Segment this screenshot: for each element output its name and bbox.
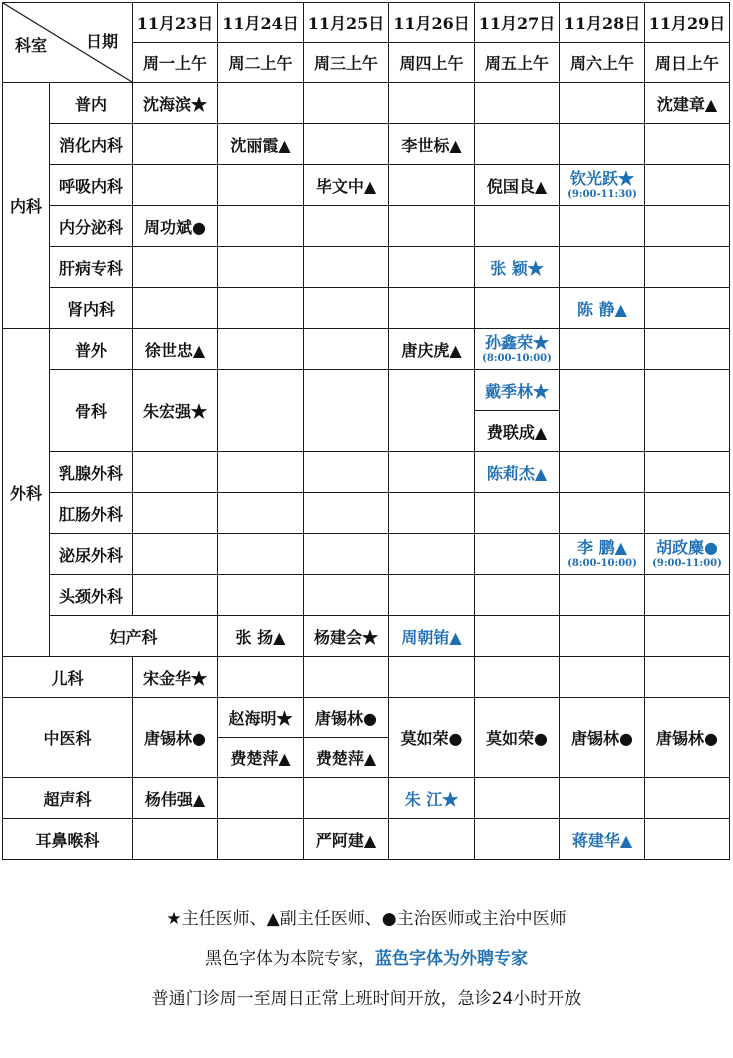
legend-font-colors xyxy=(0,944,733,969)
doctor-cell-external: 陈 静▲ xyxy=(560,288,645,329)
empty-cell xyxy=(218,329,304,370)
empty-cell xyxy=(218,288,304,329)
doctor-cell-external: 陈莉杰▲ xyxy=(475,452,560,493)
empty-cell xyxy=(645,288,730,329)
doctor-cell: 费楚萍▲ xyxy=(218,738,304,778)
dept-label: 肾内科 xyxy=(50,288,133,329)
table-row xyxy=(3,247,730,288)
empty-cell xyxy=(645,247,730,288)
day-cell: 周五上午 xyxy=(475,43,560,83)
empty-cell xyxy=(389,575,475,616)
dept-label: 肛肠外科 xyxy=(50,493,133,534)
empty-cell xyxy=(475,206,560,247)
empty-cell xyxy=(304,657,389,698)
empty-cell xyxy=(645,165,730,206)
dept-label: 耳鼻喉科 xyxy=(3,819,133,860)
group-surgery: 外科 xyxy=(3,329,50,657)
corner-room-label: 科室 xyxy=(15,36,48,55)
empty-cell xyxy=(304,124,389,165)
empty-cell xyxy=(560,83,645,124)
empty-cell xyxy=(218,493,304,534)
day-cell: 周一上午 xyxy=(133,43,218,83)
doctor-cell-external: 张 颖★ xyxy=(475,247,560,288)
empty-cell xyxy=(133,247,218,288)
table-row xyxy=(3,534,730,575)
doctor-cell-external xyxy=(560,534,645,575)
empty-cell xyxy=(645,124,730,165)
doctor-cell-external: 周朝铕▲ xyxy=(389,616,475,657)
doctor-cell: 费联成▲ xyxy=(475,411,560,452)
empty-cell xyxy=(389,452,475,493)
table-row xyxy=(3,493,730,534)
empty-cell xyxy=(475,616,560,657)
dept-label: 妇产科 xyxy=(50,616,218,657)
doctor-cell: 沈海滨★ xyxy=(133,83,218,124)
time-note: (9:00-11:30) xyxy=(567,189,637,200)
date-cell: 11月24日 xyxy=(218,3,304,43)
legend-blue-text: 蓝色字体为外聘专家 xyxy=(375,949,528,969)
empty-cell xyxy=(218,206,304,247)
doctor-cell-external: 戴季林★ xyxy=(475,370,560,411)
table-row xyxy=(3,819,730,860)
doctor-name: 钦光跃★ xyxy=(569,169,634,188)
empty-cell xyxy=(645,616,730,657)
doctor-cell-external xyxy=(475,329,560,370)
doctor-cell: 毕文中▲ xyxy=(304,165,389,206)
table-row xyxy=(3,83,730,124)
schedule-table xyxy=(2,2,730,860)
group-internal: 内科 xyxy=(3,83,50,329)
date-cell: 11月29日 xyxy=(645,3,730,43)
table-row xyxy=(3,575,730,616)
doctor-name: 李 鹏▲ xyxy=(577,538,627,557)
doctor-cell-external xyxy=(560,165,645,206)
doctor-cell: 赵海明★ xyxy=(218,698,304,738)
doctor-cell: 沈丽霞▲ xyxy=(218,124,304,165)
empty-cell xyxy=(645,452,730,493)
table-row xyxy=(3,165,730,206)
empty-cell xyxy=(475,534,560,575)
doctor-cell: 莫如荣● xyxy=(389,698,475,778)
doctor-cell: 李世标▲ xyxy=(389,124,475,165)
empty-cell xyxy=(133,288,218,329)
empty-cell xyxy=(218,778,304,819)
table-row xyxy=(3,124,730,165)
dept-label: 普外 xyxy=(50,329,133,370)
dept-label: 普内 xyxy=(50,83,133,124)
empty-cell xyxy=(389,657,475,698)
empty-cell xyxy=(475,819,560,860)
empty-cell xyxy=(560,329,645,370)
dept-label: 泌尿外科 xyxy=(50,534,133,575)
doctor-cell-external: 朱 江★ xyxy=(389,778,475,819)
date-cell: 11月27日 xyxy=(475,3,560,43)
legend-black-text: 黑色字体为本院专家， xyxy=(205,949,375,969)
empty-cell xyxy=(475,493,560,534)
empty-cell xyxy=(304,452,389,493)
time-note: (8:00-10:00) xyxy=(482,353,552,364)
empty-cell xyxy=(133,165,218,206)
doctor-cell: 沈建章▲ xyxy=(645,83,730,124)
empty-cell xyxy=(304,206,389,247)
doctor-cell: 费楚萍▲ xyxy=(304,738,389,778)
empty-cell xyxy=(645,206,730,247)
empty-cell xyxy=(560,493,645,534)
empty-cell xyxy=(645,493,730,534)
empty-cell xyxy=(560,247,645,288)
date-cell: 11月26日 xyxy=(389,3,475,43)
doctor-cell: 杨建会★ xyxy=(304,616,389,657)
doctor-cell: 唐锡林● xyxy=(645,698,730,778)
empty-cell xyxy=(645,575,730,616)
empty-cell xyxy=(304,534,389,575)
doctor-cell: 莫如荣● xyxy=(475,698,560,778)
empty-cell xyxy=(218,83,304,124)
empty-cell xyxy=(475,657,560,698)
doctor-name: 胡政麋● xyxy=(656,538,718,557)
empty-cell xyxy=(304,493,389,534)
doctor-cell: 杨伟强▲ xyxy=(133,778,218,819)
time-note: (8:00-10:00) xyxy=(567,558,637,569)
day-cell: 周六上午 xyxy=(560,43,645,83)
table-row xyxy=(3,616,730,657)
dept-label: 中医科 xyxy=(3,698,133,778)
empty-cell xyxy=(645,370,730,452)
empty-cell xyxy=(560,657,645,698)
empty-cell xyxy=(133,575,218,616)
empty-cell xyxy=(389,83,475,124)
empty-cell xyxy=(389,493,475,534)
empty-cell xyxy=(133,124,218,165)
table-row xyxy=(3,329,730,370)
table-row xyxy=(3,370,730,411)
date-cell: 11月23日 xyxy=(133,3,218,43)
doctor-cell: 唐锡林● xyxy=(133,698,218,778)
empty-cell xyxy=(218,165,304,206)
legend-hours: 普通门诊周一至周日正常上班时间开放，急诊24小时开放 xyxy=(151,989,582,1009)
empty-cell xyxy=(389,165,475,206)
empty-cell xyxy=(560,452,645,493)
doctor-cell: 朱宏强★ xyxy=(133,370,218,452)
empty-cell xyxy=(389,288,475,329)
day-cell: 周二上午 xyxy=(218,43,304,83)
empty-cell xyxy=(304,83,389,124)
empty-cell xyxy=(560,778,645,819)
empty-cell xyxy=(133,534,218,575)
empty-cell xyxy=(218,452,304,493)
doctor-cell: 张 扬▲ xyxy=(218,616,304,657)
header-date-row xyxy=(3,3,730,43)
dept-label: 乳腺外科 xyxy=(50,452,133,493)
doctor-name: 孙鑫荣★ xyxy=(484,333,549,352)
doctor-cell: 唐锡林● xyxy=(560,698,645,778)
doctor-cell: 徐世忠▲ xyxy=(133,329,218,370)
dept-label: 头颈外科 xyxy=(50,575,133,616)
empty-cell xyxy=(218,575,304,616)
dept-label: 超声科 xyxy=(3,778,133,819)
doctor-cell: 宋金华★ xyxy=(133,657,218,698)
empty-cell xyxy=(389,819,475,860)
day-cell: 周三上午 xyxy=(304,43,389,83)
empty-cell xyxy=(218,534,304,575)
table-row xyxy=(3,778,730,819)
empty-cell xyxy=(218,657,304,698)
empty-cell xyxy=(389,206,475,247)
doctor-cell: 唐锡林● xyxy=(304,698,389,738)
empty-cell xyxy=(475,575,560,616)
table-row xyxy=(3,657,730,698)
empty-cell xyxy=(475,778,560,819)
empty-cell xyxy=(304,329,389,370)
table-row xyxy=(3,288,730,329)
doctor-cell-external xyxy=(645,534,730,575)
empty-cell xyxy=(475,83,560,124)
doctor-cell-external: 蒋建华▲ xyxy=(560,819,645,860)
empty-cell xyxy=(475,124,560,165)
empty-cell xyxy=(133,452,218,493)
empty-cell xyxy=(218,247,304,288)
day-cell: 周四上午 xyxy=(389,43,475,83)
corner-date-label: 日期 xyxy=(85,32,118,51)
empty-cell xyxy=(304,575,389,616)
empty-cell xyxy=(645,819,730,860)
table-row xyxy=(3,698,730,738)
empty-cell xyxy=(645,657,730,698)
empty-cell xyxy=(133,819,218,860)
empty-cell xyxy=(475,288,560,329)
date-cell: 11月28日 xyxy=(560,3,645,43)
empty-cell xyxy=(645,778,730,819)
empty-cell xyxy=(389,370,475,452)
time-note: (9:00-11:00) xyxy=(652,558,722,569)
empty-cell xyxy=(560,616,645,657)
empty-cell xyxy=(560,370,645,452)
empty-cell xyxy=(304,778,389,819)
legend-symbols: ★主任医师、▲副主任医师、●主治医师或主治中医师 xyxy=(166,909,567,929)
empty-cell xyxy=(304,288,389,329)
empty-cell xyxy=(218,819,304,860)
day-cell: 周日上午 xyxy=(645,43,730,83)
doctor-cell: 严阿建▲ xyxy=(304,819,389,860)
doctor-cell: 周功斌● xyxy=(133,206,218,247)
empty-cell xyxy=(560,575,645,616)
empty-cell xyxy=(389,534,475,575)
dept-label: 消化内科 xyxy=(50,124,133,165)
empty-cell xyxy=(304,370,389,452)
doctor-cell: 倪国良▲ xyxy=(475,165,560,206)
empty-cell xyxy=(389,247,475,288)
dept-label: 呼吸内科 xyxy=(50,165,133,206)
table-row xyxy=(3,206,730,247)
dept-label: 肝病专科 xyxy=(50,247,133,288)
dept-label: 骨科 xyxy=(50,370,133,452)
empty-cell xyxy=(560,206,645,247)
empty-cell xyxy=(218,370,304,452)
dept-label: 内分泌科 xyxy=(50,206,133,247)
doctor-cell: 唐庆虎▲ xyxy=(389,329,475,370)
empty-cell xyxy=(133,493,218,534)
table-row xyxy=(3,452,730,493)
empty-cell xyxy=(560,124,645,165)
empty-cell xyxy=(304,247,389,288)
dept-label: 儿科 xyxy=(3,657,133,698)
empty-cell xyxy=(645,329,730,370)
date-cell: 11月25日 xyxy=(304,3,389,43)
corner-header-cell xyxy=(3,3,133,83)
